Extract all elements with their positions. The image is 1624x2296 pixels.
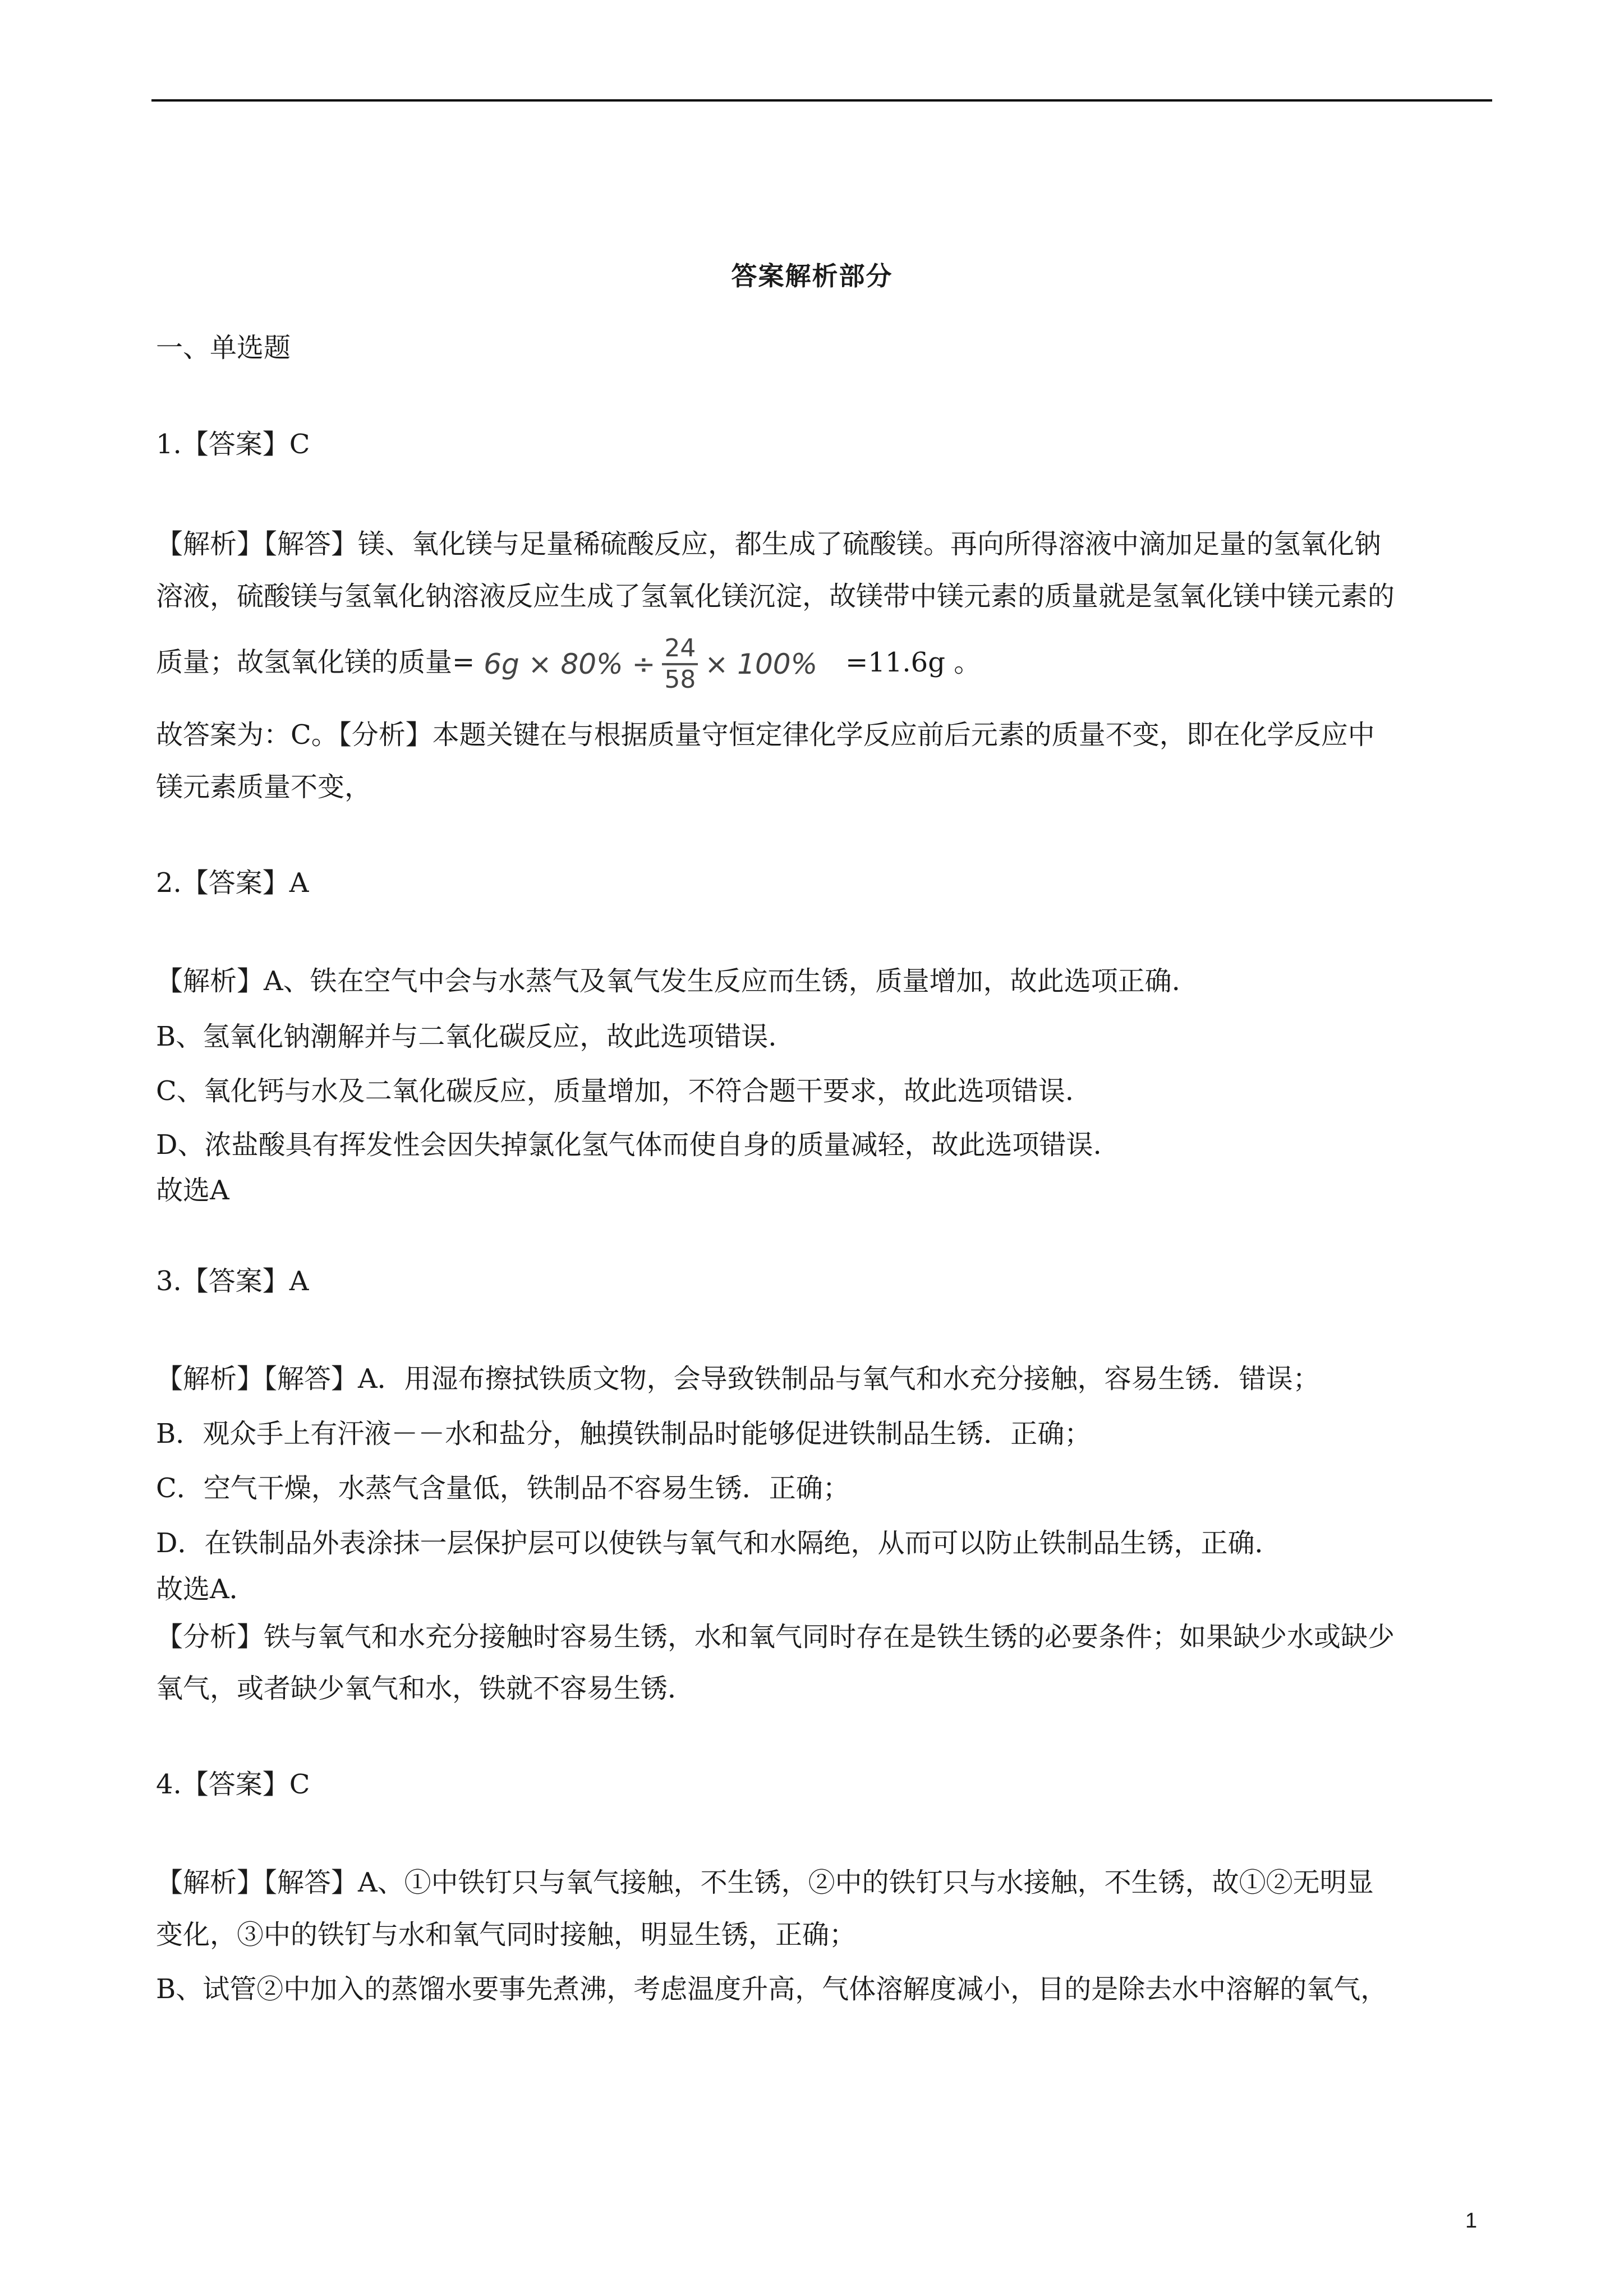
q1-line-3-suffix: =11.6g 。 xyxy=(845,646,981,678)
q2-line-3: C、氧化钙与水及二氧化碳反应，质量增加，不符合题干要求，故此选项错误. xyxy=(156,1075,1074,1107)
q2-answer: 2.【答案】A xyxy=(156,867,309,899)
q3-line-2: B．观众手上有汗液－－水和盐分，触摸铁制品时能够促进铁制品生锈．正确； xyxy=(156,1418,1092,1450)
q1-answer: 1.【答案】C xyxy=(156,429,310,460)
formula-right: × 100% xyxy=(705,648,818,680)
page-title: 答案解析部分 xyxy=(731,261,893,291)
page-number: 1 xyxy=(1465,2209,1478,2233)
q1-line-1: 【解析】【解答】镁、氧化镁与足量稀硫酸反应，都生成了硫酸镁。再向所得溶液中滴加足量的氢氧化钠 xyxy=(156,528,1382,560)
q2-line-1: 【解析】A、铁在空气中会与水蒸气及氧气发生反应而生锈，质量增加，故此选项正确. xyxy=(156,965,1180,997)
q2-line-4: D、浓盐酸具有挥发性会因失掉氯化氢气体而使自身的质量减轻，故此选项错误. xyxy=(156,1129,1102,1161)
q2-line-5: 故选A xyxy=(156,1175,229,1206)
q3-line-5: 故选A． xyxy=(156,1573,256,1605)
q4-line-2: 变化，③中的铁钉与水和氧气同时接触，明显生锈，正确； xyxy=(156,1919,857,1950)
fraction-numerator: 24 xyxy=(662,634,698,665)
fraction-denominator: 58 xyxy=(664,665,696,694)
q2-line-2: B、氢氧化钠潮解并与二氧化碳反应，故此选项错误. xyxy=(156,1021,777,1052)
fraction xyxy=(662,634,698,694)
q3-line-1: 【解析】【解答】A．用湿布擦拭铁质文物，会导致铁制品与氧气和水充分接触，容易生锈．错误； xyxy=(156,1363,1320,1395)
q4-answer: 4.【答案】C xyxy=(156,1769,310,1800)
q1-line-3-prefix: 质量；故氢氧化镁的质量= xyxy=(156,646,475,678)
section-heading: 一、单选题 xyxy=(156,332,291,364)
q3-line-7: 氧气，或者缺少氧气和水，铁就不容易生锈． xyxy=(156,1673,695,1704)
q1-line-4: 故答案为：C。【分析】本题关键在与根据质量守恒定律化学反应前后元素的质量不变，即在化学反应中 xyxy=(156,719,1375,751)
header-rule xyxy=(151,99,1492,102)
formula-left: 6g × 80% ÷ xyxy=(484,648,656,680)
q3-line-6: 【分析】铁与氧气和水充分接触时容易生锈，水和氧气同时存在是铁生锈的必要条件；如果缺少水或缺少 xyxy=(156,1621,1395,1653)
q3-line-3: C．空气干燥，水蒸气含量低，铁制品不容易生锈．正确； xyxy=(156,1473,850,1504)
q4-line-1: 【解析】【解答】A、①中铁钉只与氧气接触，不生锈，②中的铁钉只与水接触，不生锈，故①②无明显 xyxy=(156,1867,1374,1898)
q4-line-3: B、试管②中加入的蒸馏水要事先煮沸，考虑温度升高，气体溶解度减小，目的是除去水中溶解的氧气， xyxy=(156,1973,1388,2005)
q1-line-3 xyxy=(156,634,981,694)
q1-line-5: 镁元素质量不变， xyxy=(156,771,372,803)
mass-formula xyxy=(484,634,817,694)
q3-line-4: D．在铁制品外表涂抹一层保护层可以使铁与氧气和水隔绝，从而可以防止铁制品生锈，正确． xyxy=(156,1527,1282,1559)
q1-line-2: 溶液，硫酸镁与氢氧化钠溶液反应生成了氢氧化镁沉淀，故镁带中镁元素的质量就是氢氧化镁中镁元素的 xyxy=(156,581,1395,612)
q3-answer: 3.【答案】A xyxy=(156,1266,309,1297)
